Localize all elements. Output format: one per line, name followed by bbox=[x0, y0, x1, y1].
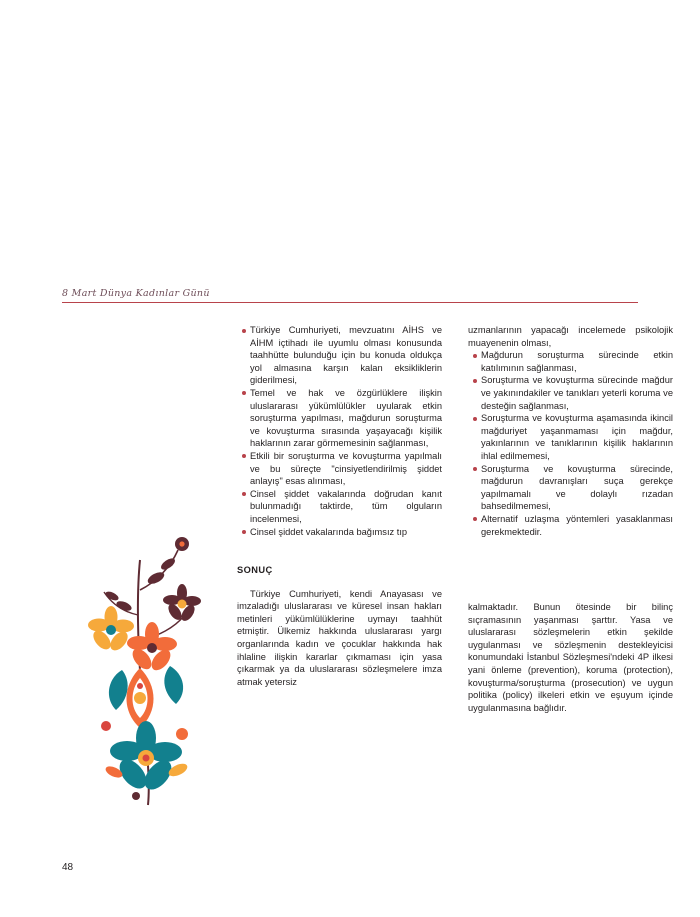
body-paragraph: kalmaktadır. Bunun ötesinde bir bilinç sıçramasının yaşanması şarttır. Yasa ve uluslararası sözleşmelerin etkin şekilde uygulanması ve sözleşmenin destekleyicisi konumundaki İstanbul Sözleşmesi'ndeki 4P ilkesi yani önleme (prevention), koruma (protection), kovuşturma/soruşturma (prosecution) ve uygun politika (policy) ilkeleri etkin ve eşuyum içinde uygulanmasına bağlıdır. bbox=[468, 602, 673, 713]
body-paragraph: Türkiye Cumhuriyeti, kendi Anayasası ve imzaladığı uluslararası ve küresel insan hakları metinleri yükümlülüklerine uymayı taahhüt etmiştir. Ülkemiz hakkında uluslararası yargı organlarında kadın ve çocuklar hakkında hak ihlaline ilişkin kararlar çıkmaması için yasa çıkarmak ya da uluslararası sözleşmelere imza atmak yetersiz bbox=[237, 588, 442, 687]
running-head-rule bbox=[62, 302, 638, 303]
section-heading-sonuc: SONUÇ bbox=[237, 565, 273, 576]
continuation-paragraph: uzmanlarının yapacağı incelemede psikolojik muayenenin olması, bbox=[468, 325, 673, 348]
bullet-item: Soruşturma ve kovuşturma aşamasında ikincil mağduriyet yaşanmaması için mağdur, yakınlarının ve tanıklarının kişilik haklarının ihlal edilmemesi, bbox=[468, 412, 673, 462]
bullet-item: Soruşturma ve kovuşturma sürecinde mağdur ve yakınındakiler ve tanıkları yeterli koruma ve desteğin sağlanması, bbox=[468, 374, 673, 412]
page-number: 48 bbox=[62, 862, 74, 873]
bullet-item: Türkiye Cumhuriyeti, mevzuatını AİHS ve AİHM içtihadı ile uyumlu olması konusunda taahhütte bulunduğu için bu konuda oldukça yol almasına karşın kalan eksikliklerin giderilmesi, bbox=[237, 324, 442, 387]
bullet-item: Temel ve hak ve özgürlüklere ilişkin uluslararası yükümlülükler uyularak etkin soruşturma yapılması, mağdurun soruşturma ve kovuşturma sırasında yaşayacağı kişilik haklarının zarar görmemesinin sağlanması, bbox=[237, 387, 442, 450]
bullet-item: Alternatif uzlaşma yöntemleri yasaklanması gerekmektedir. bbox=[468, 513, 673, 538]
bullet-item: Mağdurun soruşturma sürecinde etkin katılımının sağlanması, bbox=[468, 349, 673, 374]
running-head-title: 8 Mart Dünya Kadınlar Günü bbox=[62, 288, 210, 299]
spacer bbox=[237, 538, 442, 564]
text-column-left bbox=[237, 324, 442, 688]
bullet-item: Etkili bir soruşturma ve kovuşturma yapılmalı ve bu süreçte "cinsiyetlendirilmiş şiddet anlayış" esas alınması, bbox=[237, 450, 442, 488]
bullet-item: Cinsel şiddet vakalarında doğrudan kanıt bulunmadığı taktirde, tüm olguların incelenmesi, bbox=[237, 488, 442, 526]
bullet-item: Soruşturma ve kovuşturma sürecinde, mağdurun davranışları suça gerekçe yapılmamalı ve dolaylı rızadan bahsedilmemesi, bbox=[468, 463, 673, 513]
spacer bbox=[237, 577, 442, 588]
spacer bbox=[468, 538, 673, 601]
text-column-right bbox=[468, 324, 673, 714]
running-head bbox=[62, 288, 638, 308]
bullet-item: Cinsel şiddet vakalarında bağımsız tıp bbox=[237, 526, 442, 539]
floral-illustration bbox=[78, 520, 228, 810]
